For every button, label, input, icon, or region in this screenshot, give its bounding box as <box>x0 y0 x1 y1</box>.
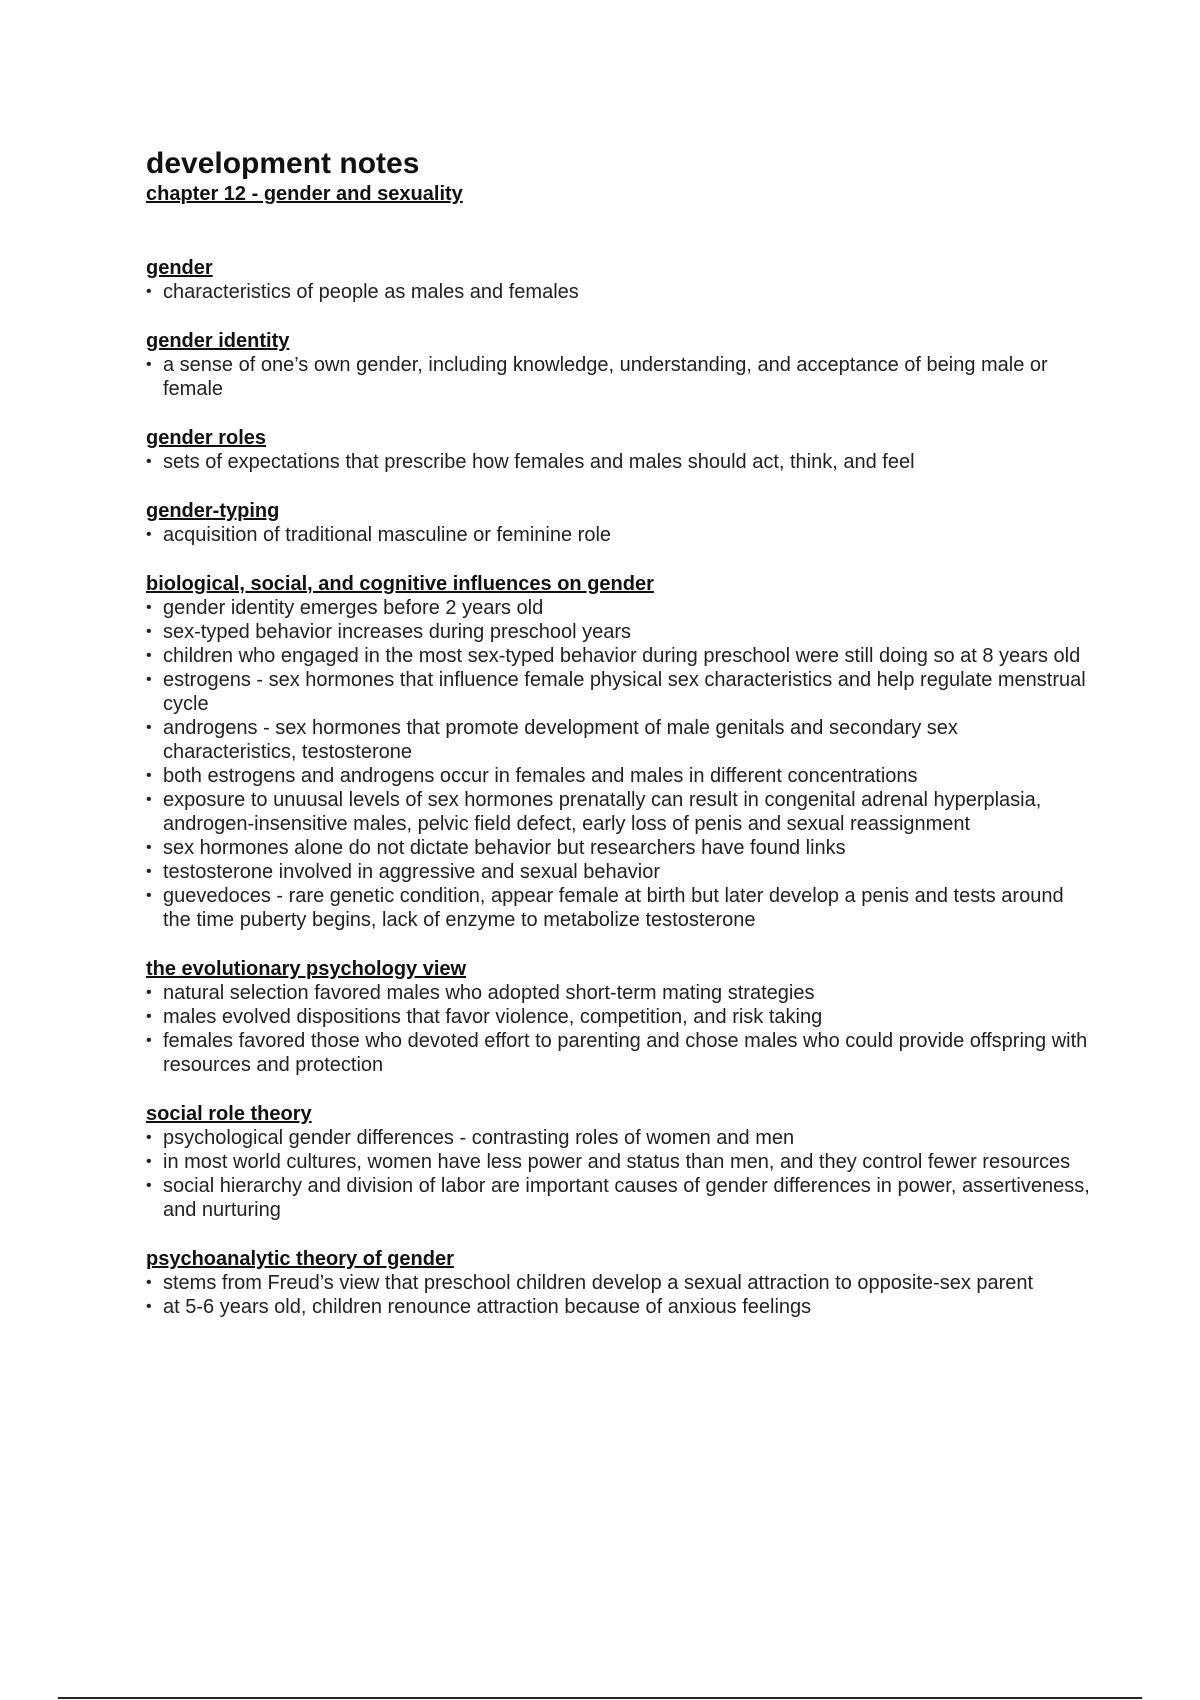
notes-section <box>146 572 1096 932</box>
bullet-item: • natural selection favored males who adopted short-term mating strategies <box>146 981 1096 1005</box>
bullet-item: • both estrogens and androgens occur in females and males in different concentrations <box>146 764 1096 788</box>
bullet-item: • social hierarchy and division of labor are important causes of gender differences in power, assertiveness, and nurturing <box>146 1174 1096 1222</box>
bullet-list <box>146 353 1096 401</box>
notes-page <box>146 146 1096 1344</box>
notes-section <box>146 1247 1096 1319</box>
bullet-item: • sex-typed behavior increases during preschool years <box>146 620 1096 644</box>
section-heading: social role theory <box>146 1103 312 1125</box>
bullet-item: • exposure to unuusal levels of sex hormones prenatally can result in congenital adrenal hyperplasia, androgen-insensitive males, pelvic field defect, early loss of penis and sexual reassignment <box>146 788 1096 836</box>
section-heading: psychoanalytic theory of gender <box>146 1248 454 1270</box>
bullet-item: • children who engaged in the most sex-typed behavior during preschool were still doing so at 8 years old <box>146 644 1096 668</box>
section-heading: gender-typing <box>146 500 280 522</box>
document-title: development notes <box>146 147 420 180</box>
section-heading: biological, social, and cognitive influences on gender <box>146 573 654 595</box>
section-heading: gender <box>146 257 213 279</box>
bullet-item: • females favored those who devoted effort to parenting and chose males who could provide offspring with resources and protection <box>146 1029 1096 1077</box>
section-heading: gender identity <box>146 330 290 352</box>
bullet-item: • characteristics of people as males and females <box>146 280 1096 304</box>
bullet-list <box>146 523 1096 547</box>
section-heading: gender roles <box>146 427 267 449</box>
bullet-list <box>146 1126 1096 1222</box>
bullet-item: • acquisition of traditional masculine or feminine role <box>146 523 1096 547</box>
bullet-item: • guevedoces - rare genetic condition, appear female at birth but later develop a penis and tests around the time puberty begins, lack of enzyme to metabolize testosterone <box>146 884 1096 932</box>
bullet-item: • in most world cultures, women have less power and status than men, and they control fewer resources <box>146 1150 1096 1174</box>
bullet-item: • androgens - sex hormones that promote development of male genitals and secondary sex characteristics, testosterone <box>146 716 1096 764</box>
footer-divider <box>58 1697 1142 1699</box>
document-subtitle: chapter 12 - gender and sexuality <box>146 183 463 205</box>
notes-section <box>146 256 1096 304</box>
sections-container <box>146 256 1096 1319</box>
bullet-item: • a sense of one’s own gender, including knowledge, understanding, and acceptance of being male or female <box>146 353 1096 401</box>
bullet-item: • estrogens - sex hormones that influence female physical sex characteristics and help regulate menstrual cycle <box>146 668 1096 716</box>
bullet-item: • sex hormones alone do not dictate behavior but researchers have found links <box>146 836 1096 860</box>
bullet-item: • males evolved dispositions that favor violence, competition, and risk taking <box>146 1005 1096 1029</box>
bullet-item: • sets of expectations that prescribe how females and males should act, think, and feel <box>146 450 1096 474</box>
bullet-item: • stems from Freud’s view that preschool children develop a sexual attraction to opposite-sex parent <box>146 1271 1096 1295</box>
bullet-list <box>146 596 1096 932</box>
notes-section <box>146 499 1096 547</box>
notes-section <box>146 426 1096 474</box>
bullet-item: • psychological gender differences - contrasting roles of women and men <box>146 1126 1096 1150</box>
notes-section <box>146 1102 1096 1222</box>
bullet-list <box>146 450 1096 474</box>
bullet-item: • testosterone involved in aggressive and sexual behavior <box>146 860 1096 884</box>
bullet-list <box>146 1271 1096 1319</box>
bullet-list <box>146 280 1096 304</box>
section-heading: the evolutionary psychology view <box>146 958 467 980</box>
notes-section <box>146 957 1096 1077</box>
bullet-list <box>146 981 1096 1077</box>
bullet-item: • gender identity emerges before 2 years old <box>146 596 1096 620</box>
bullet-item: • at 5-6 years old, children renounce attraction because of anxious feelings <box>146 1295 1096 1319</box>
notes-section <box>146 329 1096 401</box>
